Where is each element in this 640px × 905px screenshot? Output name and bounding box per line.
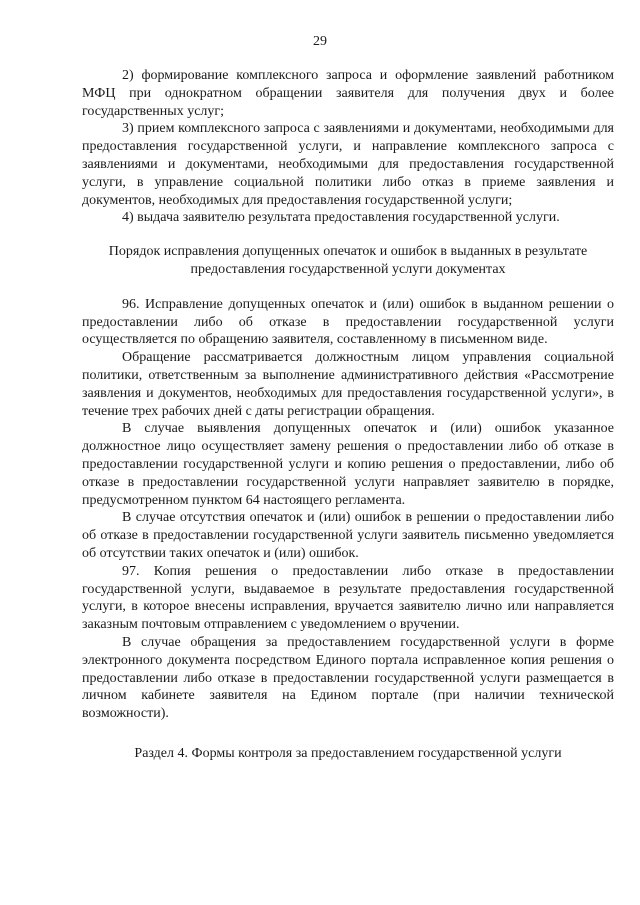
paragraph-electronic: В случае обращения за предоставлением государственной услуги в форме электронного документа посредством Единого портала исправленное копия решения о предоставлении либо отказе в предоставлении государственной услуги размещается в личном кабинете заявителя на Едином портале (при наличии технической возможности). (82, 634, 614, 722)
subsection-heading: Порядок исправления допущенных опечаток и ошибок в выданных в результате предоставления государственной услуги документах (108, 244, 588, 277)
paragraph-97: 97. Копия решения о предоставлении либо отказе в предоставлении государственной услуги, выдаваемое в результате предоставления государственной услуги, в которое внесены исправления, вручается заявителю лично или направляется заказным почтовым отправлением с уведомлением о вручении. (82, 563, 614, 633)
paragraph-no-errors: В случае отсутствия опечаток и (или) ошибок в решении о предоставлении либо об отказе в предоставлении государственной услуги заявитель письменно уведомляется об отсутствии таких опечаток и (или) ошибок. (82, 510, 614, 561)
paragraph-96: 96. Исправление допущенных опечаток и (или) ошибок в выданном решении о предоставлении либо об отказе в предоставлении государственной услуги осуществляется по обращению заявителя, составленному в письменном виде. (82, 296, 614, 348)
page-number: 29 (313, 34, 327, 49)
paragraph-errors-found: В случае выявления допущенных опечаток и (или) ошибок указанное должностное лицо осуществляет замену решения о предоставлении либо об отказе в предоставлении государственной услуги и копию решения о предоставлении, либо об отказе в предоставлении государственной услуги направляет заявителю в порядке, предусмотренном пунктом 64 настоящего регламента. (82, 421, 614, 508)
section-title: Раздел 4. Формы контроля за предоставлением государственной услуги (134, 745, 562, 761)
list-item-2: 2) формирование комплексного запроса и оформление заявлений работником МФЦ при однократном обращении заявителя для получения двух и более государственных услуг; (82, 68, 614, 119)
document-body (82, 67, 614, 763)
list-item-4: 4) выдача заявителю результата предоставления государственной услуги. (122, 210, 560, 226)
list-item-3: 3) прием комплексного запроса с заявлениями и документами, необходимыми для предоставления государственной услуги, и направление комплексного запроса с заявлениями и документами, необходимыми для предоставления государственной услуги, в управление социальной политики либо отказ в приеме заявления и документов, необходимых для предоставления государственной услуги; (82, 121, 614, 208)
paragraph-review: Обращение рассматривается должностным лицом управления социальной политики, ответственным за выполнение административного действия «Рассмотрение заявления и документов, необходимых для предоставления государственной услуги», в течение трех рабочих дней с даты регистрации обращения. (82, 350, 614, 419)
